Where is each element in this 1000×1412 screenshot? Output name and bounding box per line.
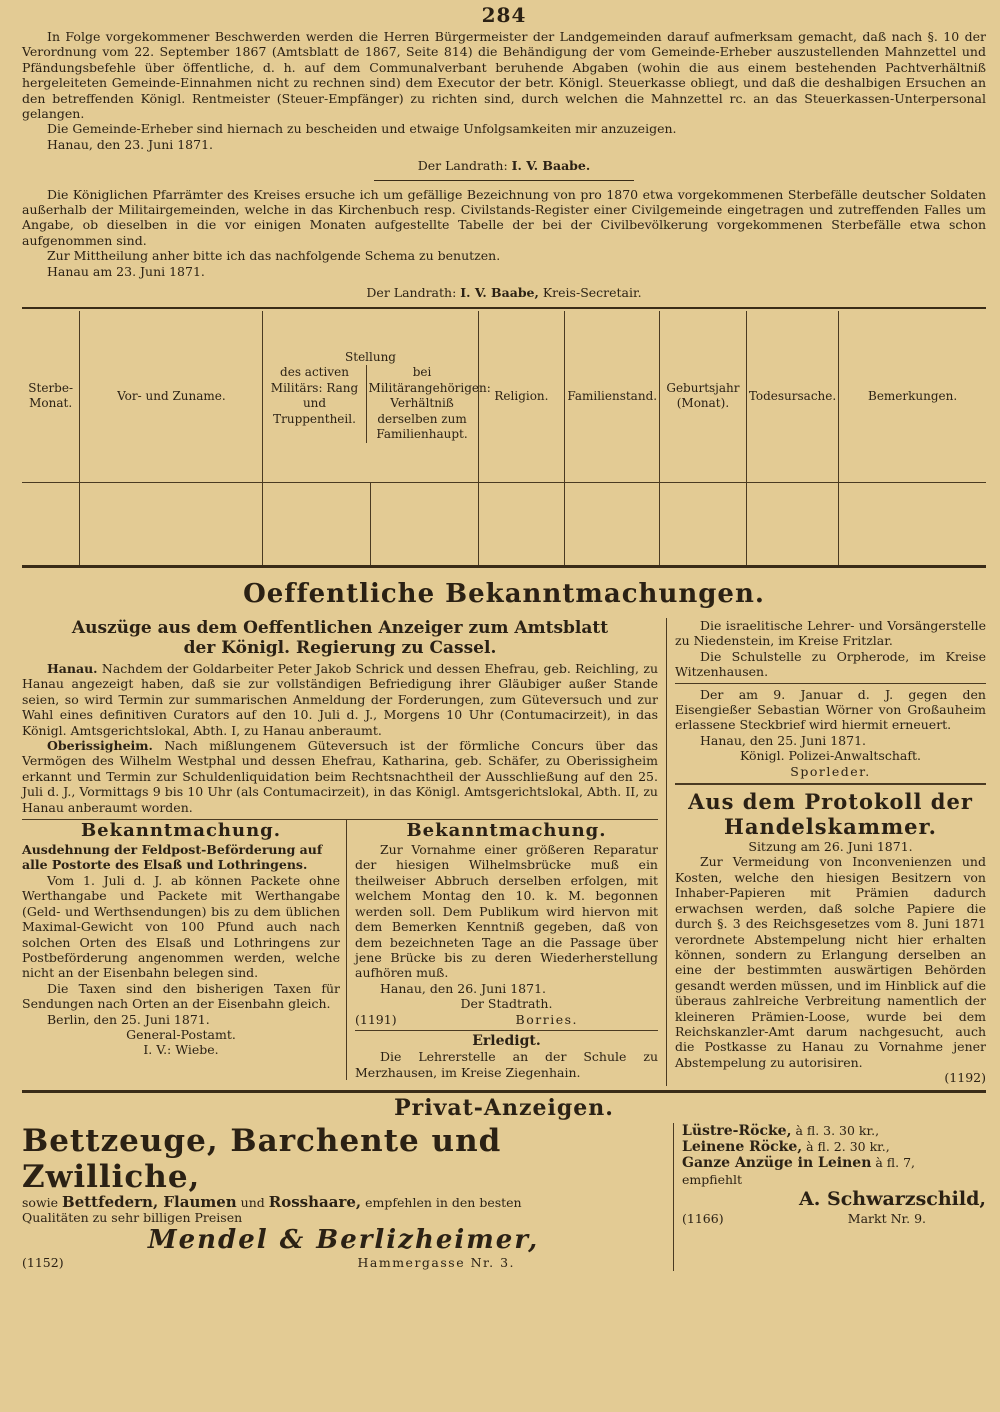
auszug-text: Nachdem der Goldarbeiter Peter Jakob Schrick und dessen Ehefrau, geb. Reichling, zu Hanau angezeigt haben, daß sie zur vollständigen Befriedigung ihrer Gläubiger außer Stande seien, so wird Termin zur summarischen Anmeldung der Forderungen, zum Güteversuch und zur Wahl eines definitiven Curators auf den 10. Juli d. J., Morgens 10 Uhr (Contumacirzeit), in das Königl. Amtsgerichtslokal, Abth. I, zu Hanau anberaumt. — [22, 661, 658, 738]
ad-firm: A. Schwarzschild, — [799, 1188, 986, 1211]
bekanntmachung-post — [22, 820, 347, 1080]
col-bemerkungen: Bemerkungen. — [839, 311, 986, 483]
notice-paragraph: In Folge vorgekommener Beschwerden werden die Herren Bürgermeister der Landgemeinden darauf aufmerksam gemacht, daß nach §. 10 der Verordnung vom 22. September 1867 (Amtsblatt de 1867, Seite 814) die Behändigung der vom Gemeinde-Erheber auszustellenden Mahnzettel und Pfändungsbefehle über öffentliche, d. h. auf dem Communalverbant beruhende Abgaben (wohin die aus einem bestehenden Pachtverhältniß hergeleiteten Gemeinde-Einnahmen nicht zu rechnen sind) dem Executor der betr. Königl. Steuerkasse obliegt, und daß die deshalbigen Ersuchen an den betreffenden Königl. Rentmeister (Steuer-Empfänger) zu richten sind, durch welchen die Mahnzettel rc. an das Steuerkassen-Unterpersonal gelangen. — [22, 29, 986, 122]
bekanntmachung-authority: General-Postamt. — [126, 1026, 236, 1042]
col-geburtsjahr: Geburtsjahr (Monat). — [660, 311, 747, 483]
table-cell — [478, 483, 565, 566]
table-cell — [263, 483, 371, 566]
section-title-oeffentliche: Oeffentliche Bekanntmachungen. — [243, 579, 765, 609]
bekanntmachung-paragraph: Die Taxen sind den bisherigen Taxen für Sendungen nach Orten an der Eisenbahn gleich. — [22, 980, 340, 1012]
notice-signature — [22, 285, 986, 300]
notice-number: (1191) — [355, 1011, 397, 1027]
ad-firm: Mendel & Berlizheimer, — [147, 1225, 540, 1256]
bekanntmachung-title: Bekanntmachung. — [406, 820, 607, 842]
ad-address: Hammergasse Nr. 3. — [357, 1255, 515, 1271]
ad-mendel — [22, 1123, 674, 1271]
ad-item-price: à fl. 3. 30 kr., — [795, 1122, 880, 1138]
bekanntmachung-date: Berlin, den 25. Juni 1871. — [47, 1011, 210, 1027]
col-stellung — [263, 311, 491, 483]
ad-text: und — [240, 1194, 265, 1210]
ad-address: Markt Nr. 9. — [847, 1211, 926, 1227]
divider — [675, 683, 986, 684]
vacancy-text: Die israelitische Lehrer- und Vorsängerstelle zu Niedenstein, im Kreise Fritzlar. — [675, 618, 986, 649]
signature-suffix: Kreis-Secretair. — [542, 285, 642, 301]
notice-mahnzettel — [22, 29, 986, 174]
col-rang: des activen Militärs: Rang und Truppentheil. — [263, 365, 366, 443]
table-cell — [22, 483, 80, 566]
table-cell — [746, 483, 838, 566]
steckbrief-date: Hanau, den 25. Juni 1871. — [700, 732, 866, 748]
protokoll-session: Sitzung am 26. Juni 1871. — [748, 839, 913, 855]
protokoll-title: Handelskammer. — [724, 814, 937, 840]
vacancy-text: Die Schulstelle zu Orpherode, im Kreise Witzenhausen. — [675, 648, 986, 680]
ad-item-price: à fl. 7, — [875, 1155, 916, 1171]
bekanntmachung-date: Hanau, den 26. Juni 1871. — [380, 980, 546, 996]
ad-line: Qualitäten zu sehr billigen Preisen — [22, 1209, 243, 1225]
notice-date: Hanau am 23. Juni 1871. — [47, 263, 205, 279]
table-cell — [371, 483, 479, 566]
ad-text: empfehlen in den besten — [365, 1194, 522, 1210]
notice-paragraph: Zur Mittheilung anher bitte ich das nachfolgende Schema zu benutzen. — [47, 248, 501, 264]
announcements-columns — [22, 618, 986, 1086]
protokoll-title: Aus dem Protokoll der — [688, 789, 973, 815]
bekanntmachung-paragraph: Vom 1. Juli d. J. ab können Packete ohne Werthangabe und Packete mit Werthangabe (Geld- und Werthsendungen) bis zu dem üblichen Maximal-Gewicht von 100 Pfund auch nach solchen Orten des Elsaß und Lothringens zur Postbeförderung angenommen werden, welche nicht an der Eisenbahn belegen sind. — [22, 872, 340, 981]
private-ads — [22, 1123, 986, 1271]
auszug-oberissigheim — [22, 738, 658, 815]
ad-item-name: Ganze Anzüge in Leinen — [682, 1155, 872, 1172]
table-cell — [660, 483, 747, 566]
sub-columns — [22, 819, 658, 1080]
protokoll-text: Zur Vermeidung von Inconvenienzen und Kosten, welche den hiesigen Besitzern von Inhaber-Papieren mit Prämien dadurch erwachsen werden, daß solche Papiere die durch §. 3 des Reichsgesetzes vom 8. Juni 1871 verordnete Abstempelung nicht hier erhalten können, sondern zu Erlangung derselben an eine der bestimmten auswärtigen Behörden gesandt werden müssen, und im Hinblick auf die überaus zahlreiche Verbreitung namentlich der kleineren Prämien-Loose, wurde bei dem Reichskanzler-Amt darum nachgesucht, auch die Postkasse zu Hanau zu Vornahme jener Abstempelung zu autorisiren. — [675, 854, 986, 1070]
bekanntmachung-bruecke — [347, 820, 658, 1080]
erledigt-text: Die Lehrerstelle an der Schule zu Merzhausen, im Kreise Ziegenhain. — [355, 1049, 658, 1080]
ad-item — [682, 1123, 986, 1139]
erledigt-title: Erledigt. — [472, 1032, 541, 1049]
col-familienstand: Familienstand. — [565, 311, 660, 483]
divider — [355, 1030, 658, 1031]
ad-number: (1166) — [682, 1211, 724, 1227]
steckbrief-authority: Königl. Polizei-Anwaltschaft. — [740, 748, 921, 764]
col-religion: Religion. — [478, 311, 565, 483]
bekanntmachung-subtitle: Ausdehnung der Feldpost-Beförderung auf alle Postorte des Elsaß und Lothringens. — [22, 842, 323, 873]
signature-prefix: Der Landrath: — [366, 285, 457, 301]
col-verhaeltnis: bei Militärangehörigen: Verhältniß derselben zum Familienhaupt. — [368, 365, 491, 442]
ad-item-name: Leinene Röcke, — [682, 1138, 803, 1155]
section-rule — [22, 565, 986, 568]
ad-item-price: à fl. 2. 30 kr., — [806, 1138, 890, 1154]
signature-name: I. V. Baabe. — [511, 158, 591, 174]
col-todesursache: Todesursache. — [746, 311, 838, 483]
ad-item — [682, 1155, 986, 1171]
notice-sterbefaelle — [22, 187, 986, 301]
ad-item — [682, 1139, 986, 1155]
notice-signature — [22, 158, 986, 173]
notice-date: Hanau, den 23. Juni 1871. — [47, 136, 213, 152]
ad-number: (1152) — [22, 1255, 64, 1271]
signature-prefix: Der Landrath: — [417, 158, 508, 174]
notice-paragraph: Die Gemeinde-Erheber sind hiernach zu bescheiden und etwaige Unfolgsamkeiten mir anzuzeigen. — [47, 121, 677, 137]
ad-text: sowie — [22, 1194, 59, 1210]
place-label: Hanau. — [47, 661, 98, 676]
table-cell — [839, 483, 986, 566]
bekanntmachung-signature: Borries. — [515, 1011, 578, 1027]
table-cell — [80, 483, 263, 566]
table-cell — [565, 483, 660, 566]
stellung-header: Stellung — [345, 349, 396, 364]
page-number: 284 — [481, 3, 527, 27]
schema-table — [22, 311, 986, 566]
bekanntmachung-authority: Der Stadtrath. — [460, 996, 553, 1012]
ad-item-name: Lüstre-Röcke, — [682, 1122, 792, 1139]
steckbrief-text: Der am 9. Januar d. J. gegen den Eisengießer Sebastian Wörner von Großauheim erlassene Steckbrief wird hiermit erneuert. — [675, 686, 986, 733]
section-title-privat: Privat-Anzeigen. — [22, 1090, 986, 1123]
ad-text-bold: Bettfedern, Flaumen — [62, 1192, 237, 1211]
bekanntmachung-signature: I. V.: Wiebe. — [143, 1042, 219, 1058]
table-top-rule — [22, 307, 986, 309]
notice-number: (1192) — [944, 1070, 986, 1086]
ad-text-bold: Rosshaare, — [268, 1192, 362, 1211]
ad-footer — [22, 1255, 665, 1270]
divider — [675, 783, 986, 785]
bekanntmachung-footer — [355, 1012, 658, 1027]
place-label: Oberissigheim. — [47, 738, 153, 754]
col-sterbemonat: Sterbe-Monat. — [22, 311, 80, 483]
ad-line — [22, 1192, 665, 1211]
divider — [374, 180, 634, 181]
steckbrief-signature: Sporleder. — [790, 763, 871, 779]
ad-footer — [682, 1211, 986, 1226]
ad-line: empfiehlt — [682, 1171, 743, 1187]
announcements-right — [667, 618, 986, 1086]
auszug-text: Nach mißlungenem Güteversuch ist der förmliche Concurs über das Vermögen des Wilhelm Westphal und dessen Ehefrau, Katharina, geb. Schäfer, zu Oberissigheim erkannt und Termin zur Schuldenliquidation beim Rechtsnachtheil der Ausschließung auf den 25. Juli d. J., Vormittags 9 bis 10 Uhr (als Contumacirzeit), in das Königl. Amtsgerichtslokal, Abth. II, zu Hanau anberaumt worden. — [22, 738, 658, 815]
bekanntmachung-paragraph: Zur Vornahme einer größeren Reparatur der hiesigen Wilhelmsbrücke muß ein theilweiser Abbruch derselben erfolgen, mit welchem Montag den 10. k. M. begonnen werden soll. Dem Publikum wird hiervon mit dem Bemerken Kenntniß gegeben, daß von dem bezeichneten Tage an die Passage über jene Brücke bis zu deren Wiederherstellung aufhören muß. — [355, 842, 658, 981]
col-name: Vor- und Zuname. — [80, 311, 263, 483]
signature-name: I. V. Baabe, — [460, 285, 539, 301]
ad-headline: Bettzeuge, Barchente und Zwilliche, — [22, 1122, 502, 1195]
auszug-hanau — [22, 661, 658, 738]
auszuege-title: der Königl. Regierung zu Cassel. — [183, 638, 497, 658]
ad-schwarzschild — [674, 1123, 986, 1271]
bekanntmachung-title: Bekanntmachung. — [80, 820, 282, 842]
notice-paragraph: Die Königlichen Pfarrämter des Kreises ersuche ich um gefällige Bezeichnung von pro 1870 etwa vorgekommenen Sterbefälle deutscher Soldaten außerhalb der Militairgemeinden, welche in das Kirchenbuch resp. Civilstands-Register einer Civilgemeinde eingetragen und zutreffenden Falles um Angabe, ob dieselben in die vor einigen Monaten aufgestellte Tabelle der bei der Civilbevölkerung vorgekommenen Sterbefälle etwa schon aufgenommen sind. — [22, 186, 986, 248]
auszuege-title: Auszüge aus dem Oeffentlichen Anzeiger zum Amtsblatt — [71, 618, 609, 638]
announcements-left — [22, 618, 667, 1086]
